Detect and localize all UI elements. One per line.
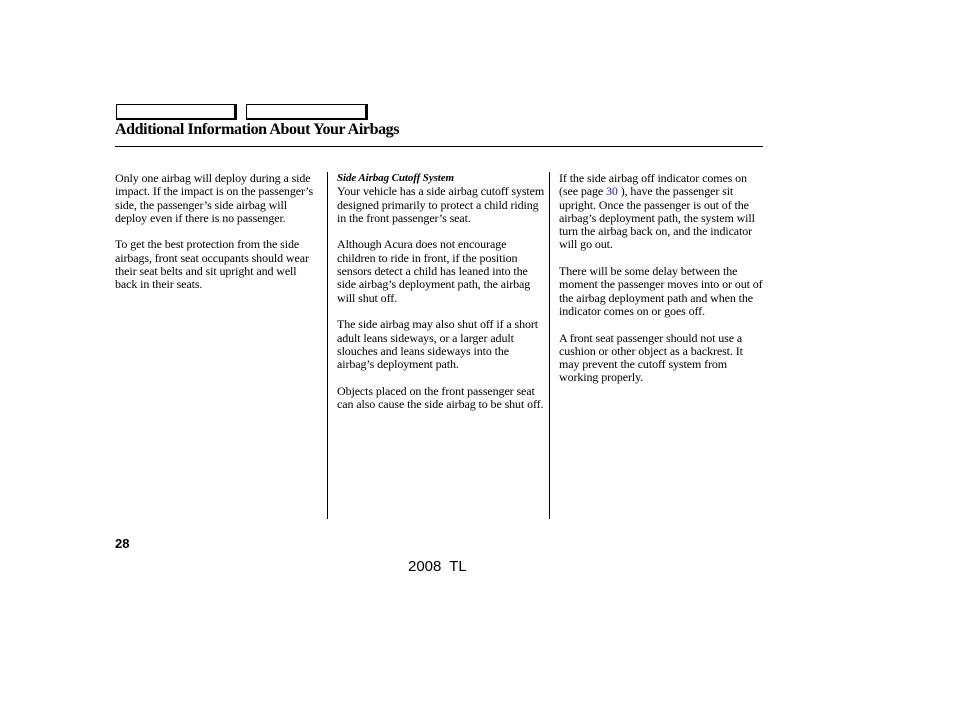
nav-button-main-menu[interactable]	[116, 104, 237, 120]
text-column-2	[337, 172, 545, 425]
paragraph: Objects placed on the front passenger seat can also cause the side airbag to be shut off.	[337, 383, 544, 412]
model-label: 2008 TL	[408, 558, 467, 575]
paragraph-text: If the side airbag off indicator comes on (see page	[559, 171, 747, 199]
paragraph: The side airbag may also shut off if a short adult leans sideways, or a larger adult slouches and leans sideways into the airbag’s deployment path.	[337, 317, 538, 372]
text-column-3	[559, 172, 764, 398]
paragraph-text: Your vehicle has a side airbag cutoff system designed primarily to protect a child riding in the front passenger’s seat.	[337, 184, 545, 225]
text-column-1	[115, 172, 320, 305]
nav-button-table-of-contents[interactable]	[246, 104, 368, 120]
paragraph: To get the best protection from the side airbags, front seat occupants should wear their seat belts and sit upright and well back in their seats.	[115, 237, 309, 292]
page-link[interactable]: 30	[605, 184, 618, 199]
paragraph: Only one airbag will deploy during a side impact. If the impact is on the passenger’s side, the passenger’s side airbag will deploy even if there is no passenger.	[115, 171, 314, 225]
paragraph	[337, 172, 545, 225]
paragraph: A front seat passenger should not use a cushion or other object as a backrest. It may prevent the cutoff system from working properly.	[559, 330, 743, 385]
paragraph: Although Acura does not encourage children to ride in front, if the position sensors detect a child has leaned into the side airbag’s deployment path, the airbag will shut off.	[337, 237, 531, 305]
section-subheading: Side Airbag Cutoff System	[337, 172, 454, 184]
paragraph: There will be some delay between the moment the passenger moves into or out of the airbag deployment path and when the indicator comes on or goes off.	[559, 264, 763, 318]
page-title: Additional Information About Your Airbags	[115, 121, 400, 138]
page-number: 28	[115, 536, 130, 551]
title-divider	[115, 146, 763, 147]
paragraph-text: ), have the passenger sit upright. Once the passenger is out of the airbag’s deployment path, the system will turn the airbag back on, and the indicator will go out.	[559, 184, 755, 252]
column-divider	[549, 172, 550, 519]
paragraph	[559, 172, 764, 252]
column-divider	[327, 172, 328, 519]
